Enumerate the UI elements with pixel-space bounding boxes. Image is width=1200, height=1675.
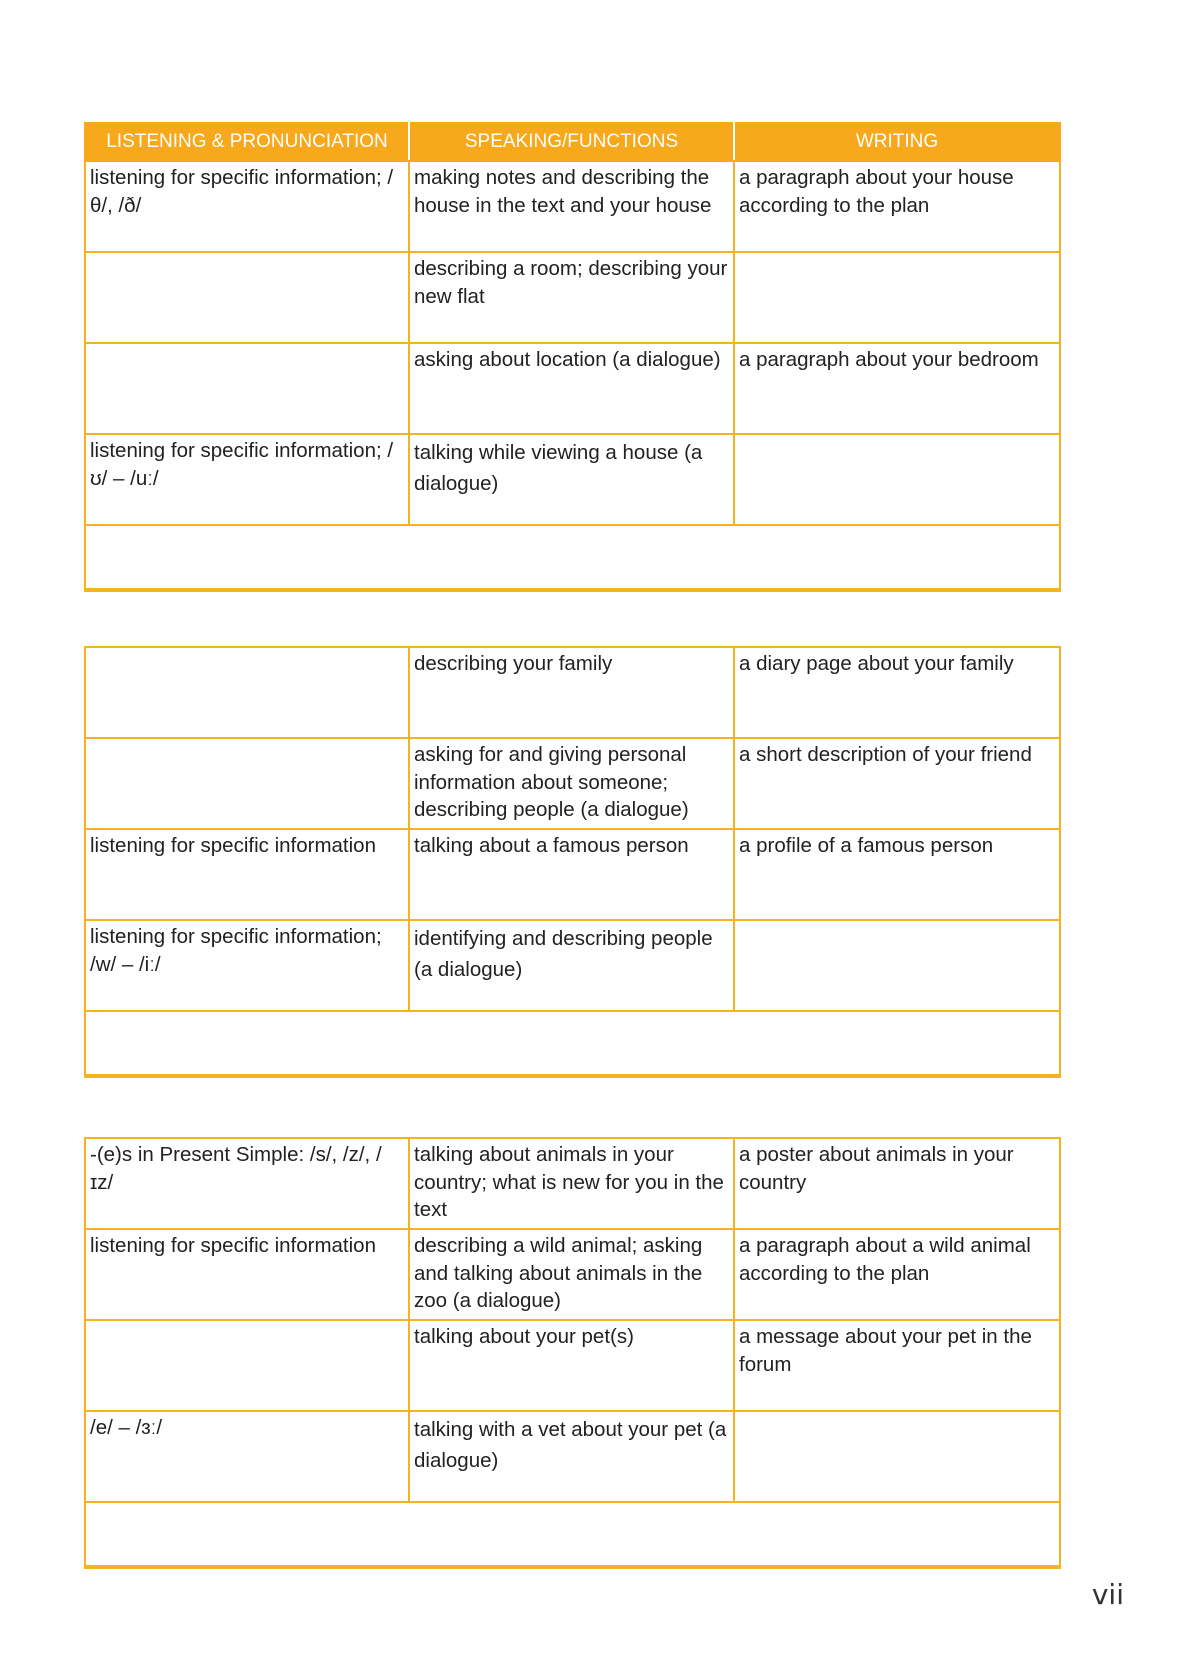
syllabus-table-1 <box>84 122 1061 592</box>
writing-cell: a short description of your friend <box>734 738 1060 829</box>
speaking-cell: describing a room; describing your new flat <box>409 252 734 343</box>
table-row <box>85 1138 1060 1229</box>
writing-cell <box>734 434 1060 525</box>
table-row-empty <box>85 1502 1060 1567</box>
table-row-empty <box>85 1011 1060 1076</box>
writing-cell <box>734 252 1060 343</box>
speaking-cell: describing your family <box>409 647 734 738</box>
page-number: vii <box>1091 1578 1124 1611</box>
speaking-cell: describing a wild animal; asking and talking about animals in the zoo (a dialogue) <box>409 1229 734 1320</box>
table-row <box>85 647 1060 738</box>
table-row <box>85 1229 1060 1320</box>
writing-cell: a paragraph about your house according to the plan <box>734 161 1060 252</box>
listening-cell <box>85 343 409 434</box>
writing-cell: a poster about animals in your country <box>734 1138 1060 1229</box>
listening-cell <box>85 1320 409 1411</box>
header-speaking: SPEAKING/FUNCTIONS <box>409 123 734 161</box>
listening-cell <box>85 738 409 829</box>
listening-cell: listening for specific information <box>85 829 409 920</box>
speaking-cell: asking about location (a dialogue) <box>409 343 734 434</box>
speaking-cell: making notes and describing the house in the text and your house <box>409 161 734 252</box>
header-writing: WRITING <box>734 123 1060 161</box>
empty-cell <box>85 1011 1060 1076</box>
listening-cell: -(e)s in Present Simple: /s/, /z/, /ɪz/ <box>85 1138 409 1229</box>
listening-cell: listening for specific information; /w/ – /iː/ <box>85 920 409 1011</box>
listening-cell <box>85 252 409 343</box>
writing-cell: a paragraph about your bedroom <box>734 343 1060 434</box>
speaking-cell: talking while viewing a house (a dialogue) <box>409 434 734 525</box>
table-row <box>85 829 1060 920</box>
writing-cell: a paragraph about a wild animal according to the plan <box>734 1229 1060 1320</box>
table-row <box>85 1411 1060 1502</box>
table-row <box>85 738 1060 829</box>
listening-cell: listening for specific information; /ʊ/ – /uː/ <box>85 434 409 525</box>
writing-cell <box>734 920 1060 1011</box>
syllabus-table-2 <box>84 646 1061 1078</box>
syllabus-table-3 <box>84 1137 1061 1569</box>
speaking-cell: talking about your pet(s) <box>409 1320 734 1411</box>
listening-cell: listening for specific information; /θ/, /ð/ <box>85 161 409 252</box>
speaking-cell: asking for and giving personal information about someone; describing people (a dialogue) <box>409 738 734 829</box>
table-row <box>85 434 1060 525</box>
listening-cell: /e/ – /ɜː/ <box>85 1411 409 1502</box>
listening-cell <box>85 647 409 738</box>
speaking-cell: identifying and describing people (a dialogue) <box>409 920 734 1011</box>
speaking-cell: talking about animals in your country; what is new for you in the text <box>409 1138 734 1229</box>
speaking-cell: talking about a famous person <box>409 829 734 920</box>
speaking-cell: talking with a vet about your pet (a dialogue) <box>409 1411 734 1502</box>
table-row <box>85 252 1060 343</box>
table-row <box>85 343 1060 434</box>
writing-cell <box>734 1411 1060 1502</box>
writing-cell: a profile of a famous person <box>734 829 1060 920</box>
writing-cell: a diary page about your family <box>734 647 1060 738</box>
listening-cell: listening for specific information <box>85 1229 409 1320</box>
writing-cell: a message about your pet in the forum <box>734 1320 1060 1411</box>
empty-cell <box>85 525 1060 590</box>
table-row <box>85 161 1060 252</box>
table-row-empty <box>85 525 1060 590</box>
empty-cell <box>85 1502 1060 1567</box>
header-listening: LISTENING & PRONUNCIATION <box>85 123 409 161</box>
table-row <box>85 1320 1060 1411</box>
table-row <box>85 920 1060 1011</box>
